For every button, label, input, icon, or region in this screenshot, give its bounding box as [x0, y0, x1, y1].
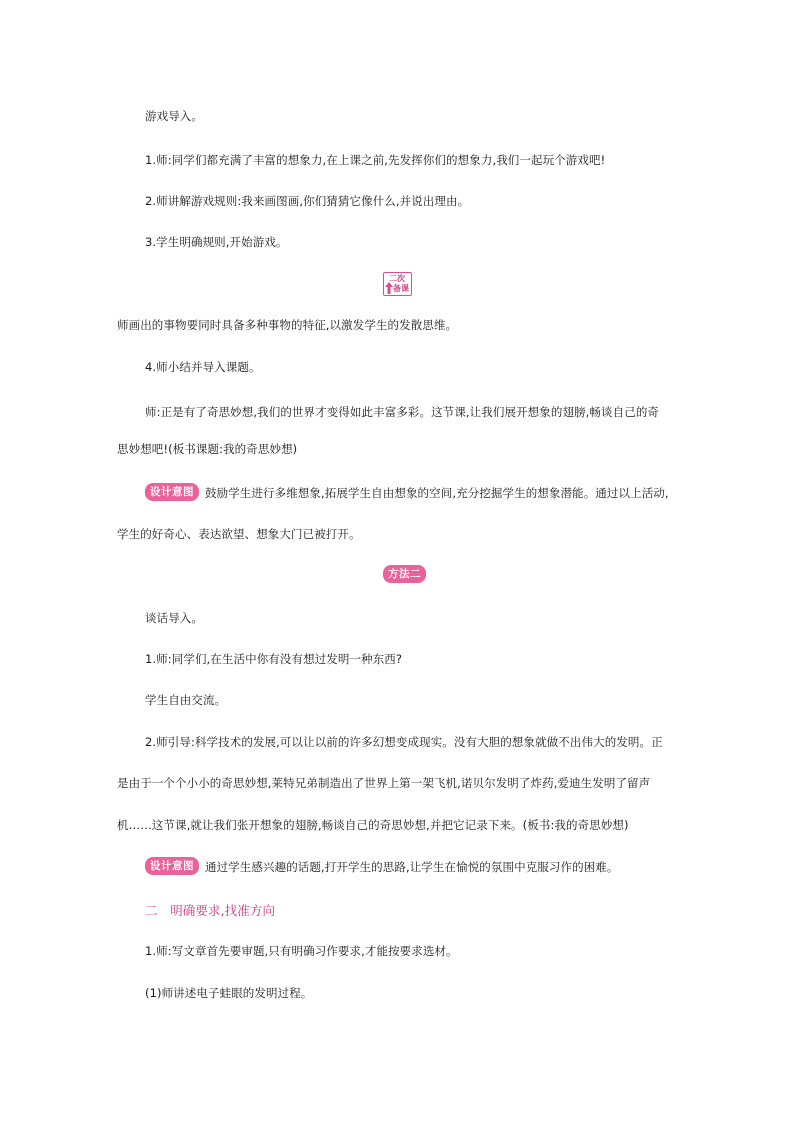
paragraph-teacher-speech: 师:正是有了奇思妙想,我们的世界才变得如此丰富多彩。这节课,让我们展开想象的翅膀,畅谈自己的奇 [145, 405, 660, 419]
paragraph-talk-intro: 谈话导入。 [145, 611, 203, 625]
paragraph-prep-note: 师画出的事物要同时具备多种事物的特征,以激发学生的发散思维。 [117, 318, 458, 332]
paragraph-talk-step2-cont2: 机……这节课,就让我们张开想象的翅膀,畅谈自己的奇思妙想,并把它记录下来。(板书:我的奇思妙想) [117, 818, 629, 832]
paragraph-design-intent-2: 通过学生感兴趣的话题,打开学生的思路,让学生在愉悦的氛围中克服习作的困难。 [205, 860, 619, 874]
paragraph-step2: 2.师讲解游戏规则:我来画图画,你们猜猜它像什么,并说出理由。 [145, 194, 470, 208]
paragraph-step1: 1.师:同学们都充满了丰富的想象力,在上课之前,先发挥你们的想象力,我们一起玩个游戏吧! [145, 153, 606, 167]
paragraph-design-intent-1-cont: 学生的好奇心、表达欲望、想象大门已被打开。 [117, 527, 361, 541]
paragraph-req-step1: 1.师:写文章首先要审题,只有明确习作要求,才能按要求选材。 [145, 944, 458, 958]
design-intent-badge-2: 设计意图 [145, 857, 199, 875]
second-prep-icon-text-1: 二次 [389, 274, 405, 283]
design-intent-badge-1: 设计意图 [145, 483, 199, 501]
section-heading-2: 二 明确要求,找准方向 [145, 903, 276, 918]
paragraph-teacher-speech-cont: 思妙想吧!(板书课题:我的奇思妙想) [117, 442, 298, 456]
up-arrow-icon [385, 282, 393, 294]
paragraph-game-intro: 游戏导入。 [145, 109, 203, 123]
paragraph-talk-step1: 1.师:同学们,在生活中你有没有想过发明一种东西? [145, 652, 403, 666]
paragraph-talk-step2: 2.师引导:科学技术的发展,可以让以前的许多幻想变成现实。没有大胆的想象就做不出伟大的发明。正 [145, 735, 663, 749]
paragraph-req-step1-sub1: (1)师讲述电子蛙眼的发明过程。 [145, 986, 313, 1000]
method-two-badge: 方法二 [383, 565, 426, 583]
paragraph-talk-step2-cont1: 是由于一个个小小的奇思妙想,莱特兄弟制造出了世界上第一架飞机,诺贝尔发明了炸药,爱迪生发明了留声 [117, 776, 651, 790]
second-prep-icon-text-2: 备课 [393, 284, 409, 293]
paragraph-step3: 3.学生明确规则,开始游戏。 [145, 235, 288, 249]
paragraph-step4: 4.师小结并导入课题。 [145, 360, 261, 374]
paragraph-free-talk: 学生自由交流。 [145, 693, 227, 707]
second-prep-icon [383, 272, 412, 296]
paragraph-design-intent-1: 鼓励学生进行多维想象,拓展学生自由想象的空间,充分挖掘学生的想象潜能。通过以上活动, [205, 486, 669, 500]
